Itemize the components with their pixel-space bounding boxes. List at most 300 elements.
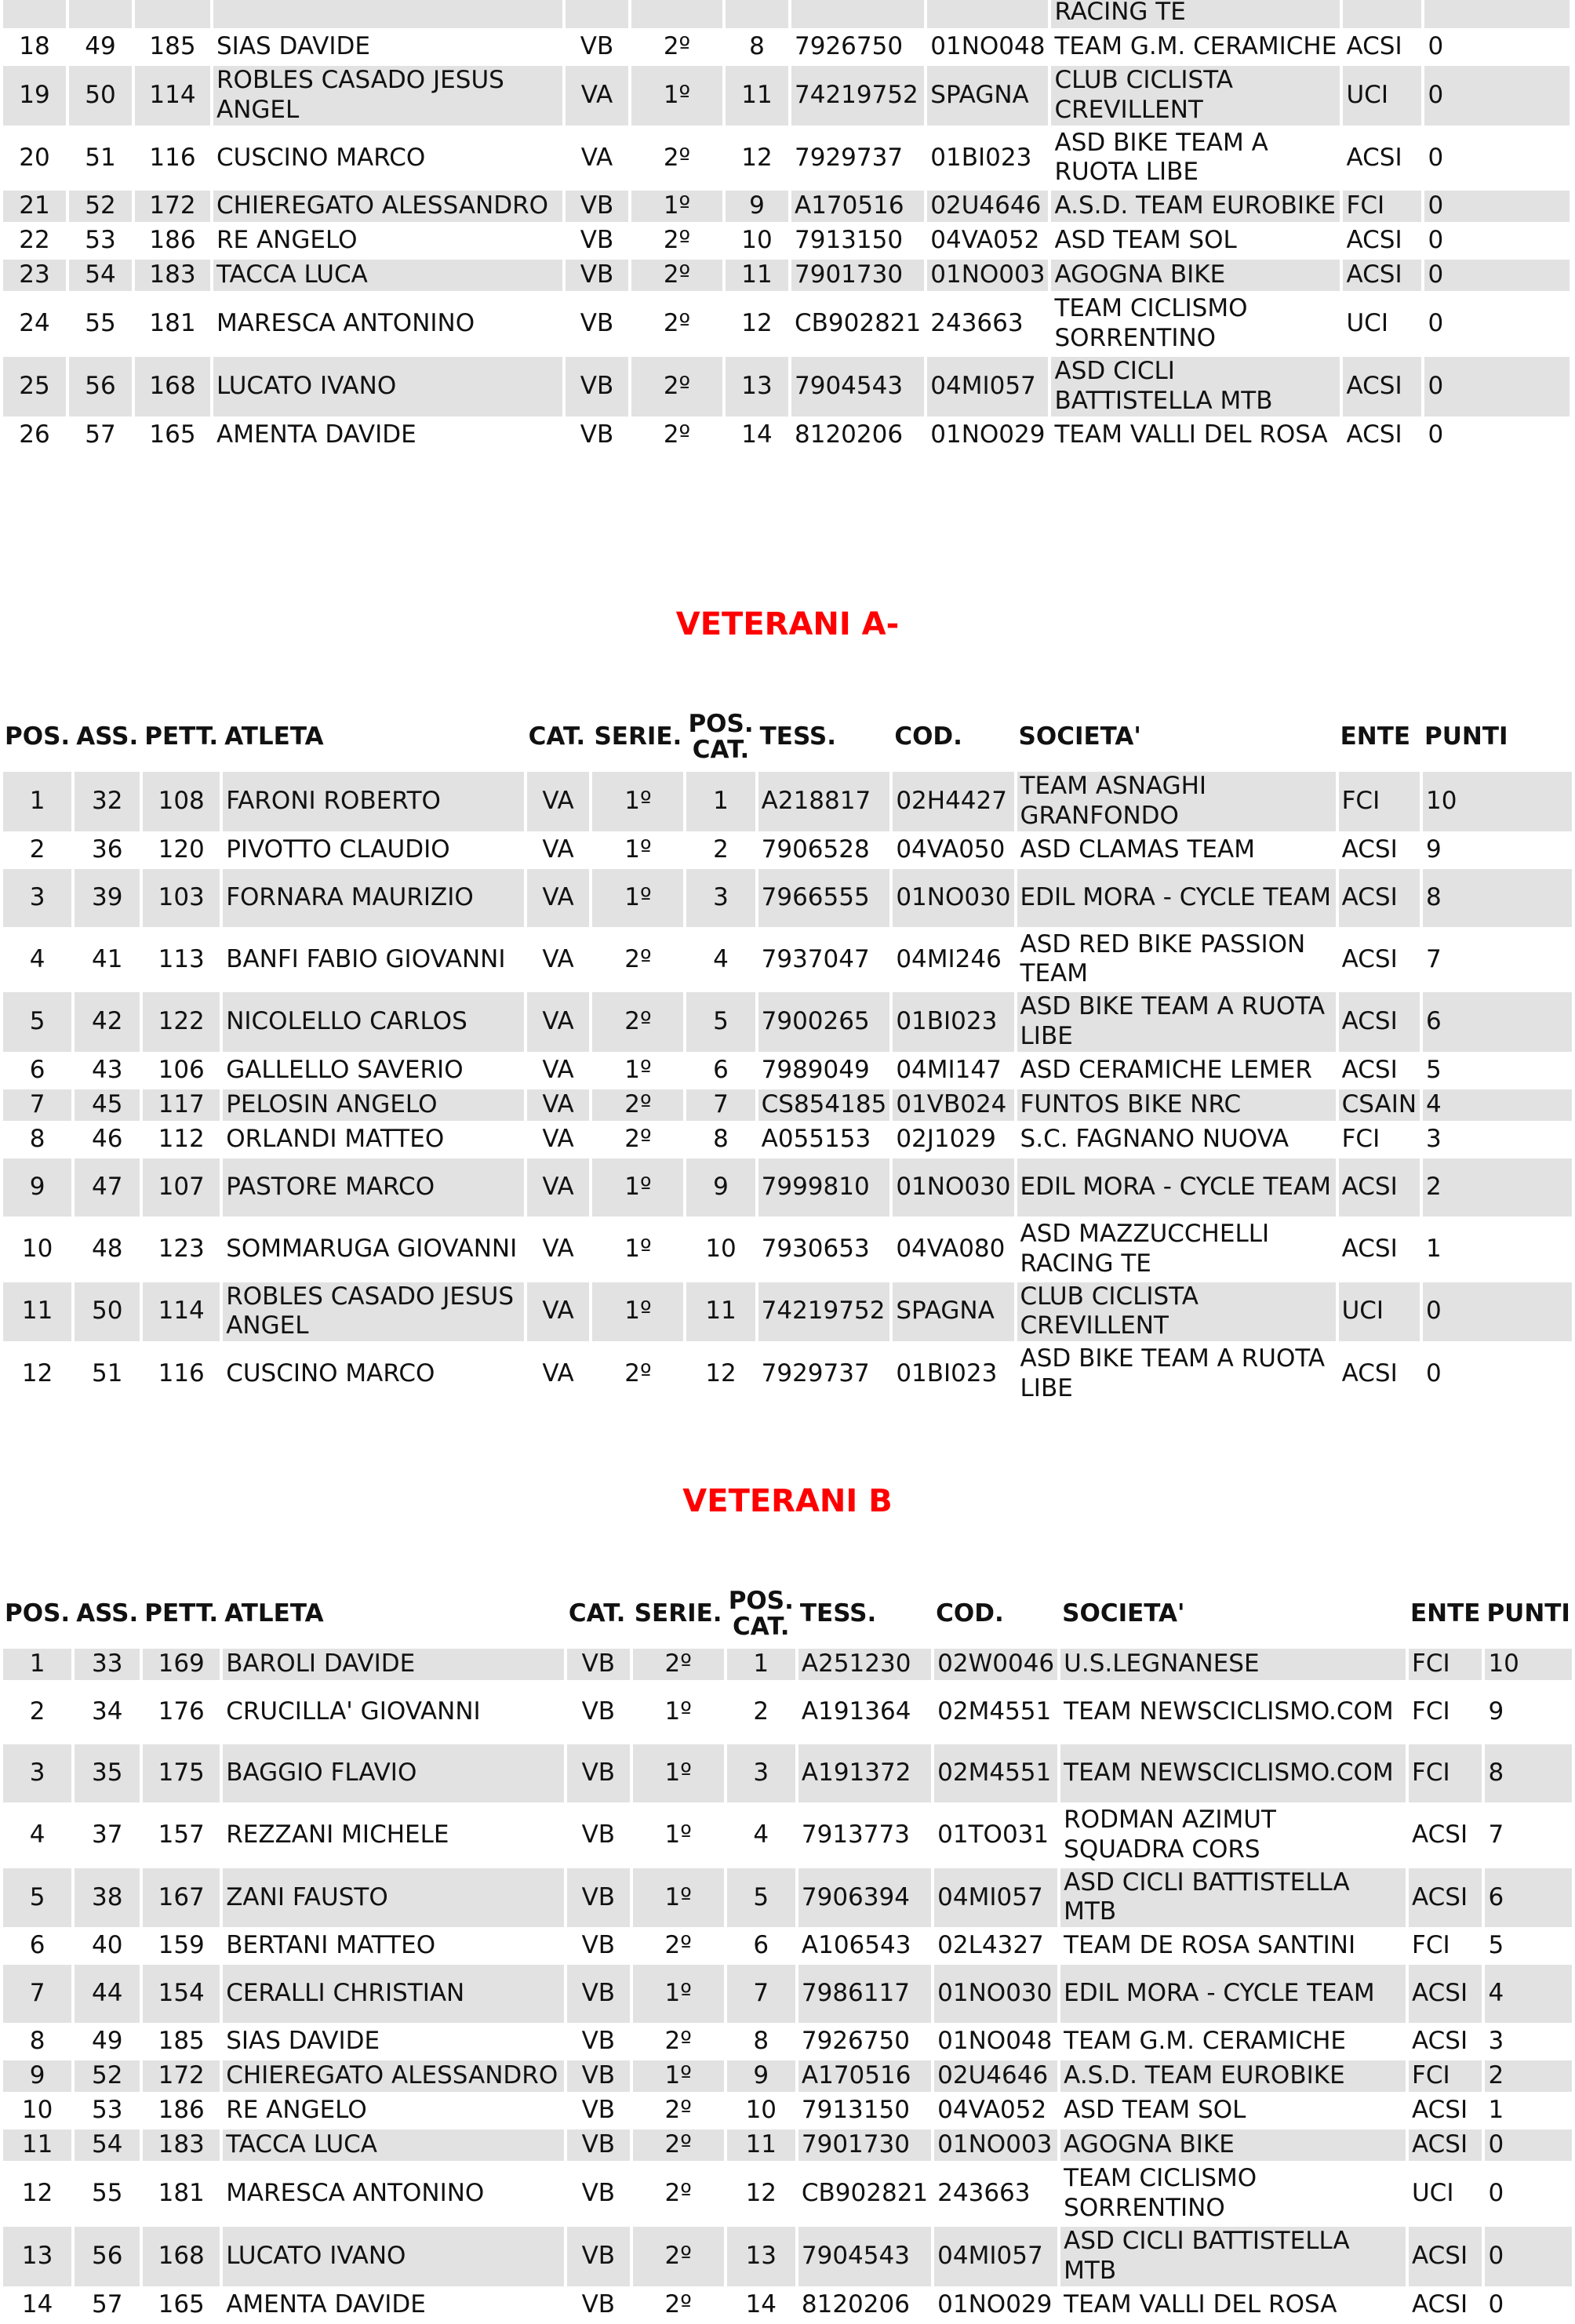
cell-ente: UCI (1343, 66, 1421, 125)
cell-ass: 56 (75, 2227, 140, 2286)
cell-poscat: 7 (686, 1089, 755, 1121)
cell-societa: TEAM G.M. CERAMICHE (1064, 2027, 1346, 2056)
table-row (3, 1806, 1572, 1865)
cell-tess: A106543 (801, 1931, 911, 1960)
cell-cat: VB (567, 1649, 630, 1680)
cell-serie: 2º (664, 2289, 692, 2319)
cell-serie: 2º (663, 32, 691, 61)
cell-cod: 01BI023 (930, 143, 1032, 172)
cell-cod: 02J1029 (896, 1124, 996, 1153)
cell-atleta: AMENTA DAVIDE (216, 420, 416, 449)
cell-pos: 4 (29, 1820, 45, 1849)
cell-cod: 01BI023 (896, 1359, 998, 1388)
cell-ass: 40 (91, 1931, 123, 1960)
cell-poscat: 1 (686, 772, 755, 831)
cell-serie: 2º (663, 420, 691, 449)
cell-poscat: 10 (705, 1234, 737, 1263)
cell-tess: 7926750 (801, 2027, 910, 2056)
table-row (3, 260, 1570, 291)
cell-ente: ACSI (1343, 357, 1421, 416)
cell-societa: ASD BIKE TEAM A RUOTA LIBE (1054, 128, 1268, 187)
cell-pett: 167 (143, 1868, 220, 1928)
cell-punti: 5 (1488, 1931, 1504, 1960)
cell-atleta: ROBLES CASADO JESUS ANGEL (213, 66, 562, 125)
table-header-row (3, 706, 1572, 769)
cell-ass: 49 (85, 32, 116, 61)
cell-tess: A170516 (798, 2060, 931, 2092)
cell-cat: VB (567, 1965, 630, 2023)
header-societa: SOCIETA' (1060, 1583, 1406, 1646)
cell-societa: FUNTOS BIKE NRC (1017, 1089, 1336, 1121)
cell-atleta: ROBLES CASADO JESUS ANGEL (223, 1282, 523, 1342)
cell-ente: ACSI (1409, 1868, 1482, 1928)
cell-tess: 7999810 (758, 1158, 890, 1217)
cell-cod: 01VB024 (893, 1089, 1013, 1121)
cell-atleta: ZANI FAUSTO (223, 1868, 564, 1928)
cell-punti: 0 (1424, 66, 1570, 125)
cell-societa: CLUB CICLISTA CREVILLENT (1051, 66, 1340, 125)
cell-cod: 243663 (930, 309, 1024, 338)
header-serie: SERIE. (633, 1583, 724, 1646)
cell-poscat: 6 (753, 1931, 769, 1960)
cell-atleta: LUCATO IVANO (223, 2227, 564, 2286)
cell-pos: 7 (3, 1965, 71, 2023)
cell-poscat: 11 (686, 1282, 755, 1342)
cell-ass: 54 (69, 260, 132, 291)
cell-ente: ACSI (1339, 992, 1420, 1052)
cell-ass: 52 (75, 2060, 140, 2092)
section-title-veterani-b: VETERANI B (682, 1483, 893, 1519)
cell-poscat: 2 (753, 1697, 769, 1726)
cell-punti: 0 (1428, 420, 1444, 449)
cell-tess: A055153 (761, 1124, 871, 1153)
header-serie: SERIE. (592, 706, 683, 769)
cell-tess: 7929737 (761, 1359, 870, 1388)
cell-cat: VA (580, 143, 613, 172)
cell-cod: 04VA052 (937, 2096, 1047, 2125)
header-atleta: ATLETA (223, 706, 523, 769)
cell-pos: 24 (19, 309, 50, 338)
cell-pett: 186 (149, 226, 196, 255)
cell-ass: 43 (91, 1055, 123, 1084)
cell-cod: 04MI057 (934, 1868, 1057, 1928)
cell-societa: CLUB CICLISTA CREVILLENT (1017, 1282, 1336, 1342)
cell-punti: 7 (1426, 944, 1442, 973)
cell-ass: 44 (75, 1965, 140, 2023)
table-row (3, 1158, 1572, 1217)
cell-tess: 7904543 (791, 357, 924, 416)
cell-ente: ACSI (1409, 2227, 1482, 2286)
cell-cat: VB (566, 191, 628, 222)
cell-serie: 2º (664, 1931, 692, 1960)
cell-cat: VA (542, 1055, 574, 1084)
cell-cat: VB (567, 1868, 630, 1928)
cell-serie: 2º (664, 2179, 692, 2208)
cell-pett: 107 (143, 1158, 220, 1217)
cell-pos: 1 (3, 1649, 71, 1680)
cell-poscat: 9 (726, 191, 788, 222)
cell-pett: 103 (143, 869, 220, 927)
cell-atleta: MARESCA ANTONINO (216, 309, 475, 338)
cell-cat: VB (580, 32, 614, 61)
cell-cat: VA (527, 1282, 590, 1342)
cell-serie: 1º (633, 2060, 724, 2092)
cell-societa: ASD TEAM SOL (1054, 226, 1237, 255)
cell-atleta: NICOLELLO CARLOS (223, 992, 523, 1052)
cell-cat: VB (580, 309, 614, 338)
cell-atleta: PELOSIN ANGELO (223, 1089, 523, 1121)
header-ass: ASS. (75, 1583, 140, 1646)
cell-ente: ACSI (1341, 944, 1398, 973)
cell-punti: 1 (1488, 2096, 1504, 2125)
cell-cod (927, 0, 1048, 28)
cell-serie: 2º (663, 226, 691, 255)
cell-cat: VA (542, 1359, 574, 1388)
cell-punti: 0 (1424, 191, 1570, 222)
cell-pos: 10 (21, 2096, 53, 2125)
cell-cod: 01NO029 (930, 420, 1046, 449)
cell-tess: CB902821 (795, 309, 922, 338)
cell-pett: 175 (143, 1744, 220, 1802)
table-row (3, 1089, 1572, 1121)
cell-ass: 38 (75, 1868, 140, 1928)
table-row (3, 420, 1570, 451)
cell-ass: 36 (91, 835, 123, 864)
cell-atleta: CRUCILLA' GIOVANNI (226, 1697, 481, 1726)
table-row (3, 2164, 1572, 2224)
cell-serie: 2º (663, 143, 691, 172)
cell-poscat: 11 (726, 66, 788, 125)
cell-pos: 13 (3, 2227, 71, 2286)
cell-serie: 1º (592, 1282, 683, 1342)
cell-ente: ACSI (1346, 143, 1402, 172)
cell-pett: 157 (158, 1820, 205, 1849)
cell-pos: 25 (3, 357, 66, 416)
header-societa: SOCIETA' (1017, 706, 1336, 769)
cell-societa: TEAM CICLISMO SORRENTINO (1054, 294, 1248, 353)
header-poscat (686, 706, 755, 769)
table-row (3, 129, 1570, 188)
cell-poscat: 10 (741, 226, 773, 255)
cell-ass: 55 (85, 309, 116, 338)
cell-poscat: 8 (749, 32, 765, 61)
cell-cod: 02W0046 (934, 1649, 1057, 1680)
table-row (3, 2289, 1572, 2321)
cell-atleta: AMENTA DAVIDE (226, 2289, 426, 2319)
cell-ass: 45 (75, 1089, 140, 1121)
cell-pett: 116 (158, 1359, 205, 1388)
cell-ass: 50 (69, 66, 132, 125)
cell-atleta: LUCATO IVANO (213, 357, 562, 416)
table-row (3, 2060, 1572, 2092)
cell-tess: 8120206 (801, 2289, 910, 2319)
cell-pos: 9 (3, 2060, 71, 2092)
cell-pett: 172 (143, 2060, 220, 2092)
cell-atleta: CUSCINO MARCO (226, 1359, 435, 1388)
cell-tess: 7930653 (761, 1234, 870, 1263)
cell-societa: AGOGNA BIKE (1051, 260, 1340, 291)
header-pett: PETT. (143, 706, 220, 769)
cell-atleta: CHIEREGATO ALESSANDRO (223, 2060, 564, 2092)
cell-ass: 34 (91, 1697, 123, 1726)
cell-cat: VB (581, 2027, 616, 2056)
cell-pett: 112 (158, 1124, 205, 1153)
cell-serie: 2º (663, 309, 691, 338)
table-row (3, 1055, 1572, 1086)
cell-societa: EDIL MORA - CYCLE TEAM (1017, 1158, 1336, 1217)
cell-pett: 168 (143, 2227, 220, 2286)
cell-punti: 6 (1485, 1868, 1572, 1928)
cell-pos: 5 (3, 992, 71, 1052)
cell-punti: 8 (1423, 869, 1572, 927)
cell-ass: 57 (85, 420, 116, 449)
cell-pett: 122 (143, 992, 220, 1052)
cell-pett: 169 (143, 1649, 220, 1680)
cell-tess: 7913773 (801, 1820, 910, 1849)
cell-societa: TEAM NEWSCICLISMO.COM (1060, 1744, 1406, 1802)
cell-punti: 4 (1485, 1965, 1572, 2023)
cell-tess: 74219752 (758, 1282, 890, 1342)
cell-punti: 6 (1423, 992, 1572, 1052)
header-punti: PUNTI (1423, 706, 1572, 769)
cell-tess: 7966555 (758, 869, 890, 927)
cell-cod: 01NO030 (934, 1965, 1057, 2023)
cell-atleta (213, 0, 562, 28)
cell-poscat (726, 0, 788, 28)
cell-tess: 7913150 (801, 2096, 910, 2125)
cell-cod: 04MI147 (896, 1055, 1002, 1084)
cell-cat: VB (580, 420, 614, 449)
cell-societa: RODMAN AZIMUT SQUADRA CORS (1064, 1806, 1276, 1864)
cell-serie: 2º (664, 2027, 692, 2056)
cell-cod: 02M4551 (934, 1744, 1057, 1802)
cell-punti: 0 (1423, 1282, 1572, 1342)
cell-serie: 2º (624, 944, 652, 973)
cell-punti: 5 (1426, 1055, 1442, 1084)
cell-pos: 22 (19, 226, 50, 255)
cell-ente: ACSI (1341, 1359, 1398, 1388)
cell-pos: 5 (3, 1868, 71, 1928)
cell-pett: 185 (149, 32, 196, 61)
cell-poscat: 12 (745, 2179, 777, 2208)
table-row (3, 869, 1572, 927)
cell-poscat: 12 (741, 309, 773, 338)
cell-cat: VA (527, 869, 590, 927)
cell-pos: 10 (21, 1234, 53, 1263)
cell-pos: 12 (21, 1359, 53, 1388)
cell-cat: VB (566, 357, 628, 416)
cell-poscat: 14 (741, 420, 773, 449)
cell-atleta: PIVOTTO CLAUDIO (226, 835, 450, 864)
cell-ente: ACSI (1411, 2289, 1468, 2319)
cell-serie: 2º (633, 1649, 724, 1680)
cell-punti: 2 (1423, 1158, 1572, 1217)
cell-tess: CB902821 (801, 2179, 929, 2208)
cell-pett: 181 (158, 2179, 205, 2208)
cell-tess: 7901730 (791, 260, 924, 291)
cell-serie: 1º (664, 1820, 692, 1849)
cell-pos: 23 (3, 260, 66, 291)
cell-societa: ASD BIKE TEAM A RUOTA LIBE (1020, 1344, 1326, 1402)
cell-cod: 04MI057 (927, 357, 1048, 416)
cell-societa: AGOGNA BIKE (1060, 2129, 1406, 2161)
cell-cat: VA (542, 944, 574, 973)
cell-punti: 0 (1428, 309, 1444, 338)
cell-punti: 7 (1488, 1820, 1504, 1849)
cell-punti: 8 (1485, 1744, 1572, 1802)
cell-tess: 74219752 (791, 66, 924, 125)
cell-cod: SPAGNA (893, 1282, 1013, 1342)
cell-pos: 8 (29, 1124, 45, 1153)
cell-ass: 48 (91, 1234, 123, 1263)
header-tess: TESS. (758, 706, 890, 769)
cell-ente: UCI (1411, 2179, 1454, 2208)
table-row (3, 1930, 1572, 1962)
cell-atleta: REZZANI MICHELE (226, 1820, 449, 1849)
cell-ass: 52 (69, 191, 132, 222)
cell-cat: VA (542, 1234, 574, 1263)
cell-cod: 01NO003 (934, 2129, 1057, 2161)
cell-ass: 56 (69, 357, 132, 416)
cell-pos: 2 (29, 1697, 45, 1726)
cell-ass (69, 0, 132, 28)
header-punti: PUNTI (1485, 1583, 1572, 1646)
cell-atleta: BANFI FABIO GIOVANNI (226, 944, 506, 973)
cell-societa: TEAM NEWSCICLISMO.COM (1064, 1697, 1394, 1726)
cell-pos: 14 (21, 2289, 53, 2319)
cell-poscat: 9 (686, 1158, 755, 1217)
cell-atleta: CUSCINO MARCO (216, 143, 426, 172)
cell-tess: A251230 (798, 1649, 931, 1680)
cell-pett: 114 (143, 1282, 220, 1342)
cell-pett: 183 (135, 260, 210, 291)
cell-atleta: FARONI ROBERTO (223, 772, 523, 831)
cell-serie: 1º (631, 66, 722, 125)
cell-ente: ACSI (1411, 2027, 1468, 2056)
cell-pett: 181 (149, 309, 196, 338)
cell-societa: EDIL MORA - CYCLE TEAM (1060, 1965, 1406, 2023)
cell-ente: ACSI (1346, 420, 1402, 449)
cell-societa: TEAM VALLI DEL ROSA (1064, 2289, 1337, 2319)
cell-ass: 50 (75, 1282, 140, 1342)
cell-ass: 32 (75, 772, 140, 831)
cell-pos: 6 (29, 1931, 45, 1960)
cell-pos: 20 (19, 143, 50, 172)
cell-atleta: BAROLI DAVIDE (223, 1649, 564, 1680)
cell-societa: ASD CLAMAS TEAM (1020, 835, 1255, 864)
table-row (3, 992, 1572, 1052)
cell-ass: 53 (91, 2096, 123, 2125)
cell-cod: 04VA080 (896, 1234, 1006, 1263)
cell-pos: 18 (19, 32, 50, 61)
cell-societa: U.S.LEGNANESE (1060, 1649, 1406, 1680)
cell-serie: 1º (633, 1744, 724, 1802)
cell-pos: 8 (29, 2027, 45, 2056)
cell-ente: CSAIN (1339, 1089, 1420, 1121)
cell-ass: 55 (91, 2179, 123, 2208)
cell-ente: ACSI (1341, 1055, 1398, 1084)
cell-punti: 9 (1426, 835, 1442, 864)
table-header-row (3, 1583, 1572, 1646)
cell-punti: 3 (1426, 1124, 1442, 1153)
cell-poscat: 5 (727, 1868, 795, 1928)
cell-pos: 9 (3, 1158, 71, 1217)
cell-poscat: 13 (727, 2227, 795, 2286)
header-poscat-line2: CAT. (692, 736, 750, 764)
cell-punti: 0 (1424, 357, 1570, 416)
cell-cat: VA (542, 835, 574, 864)
cell-pos: 21 (3, 191, 66, 222)
cell-tess: 7986117 (798, 1965, 931, 2023)
cell-tess: 7906394 (798, 1868, 931, 1928)
table-row (3, 66, 1570, 125)
table-row (3, 31, 1570, 63)
cell-ente: FCI (1409, 2060, 1482, 2092)
cell-societa: TEAM DE ROSA SANTINI (1064, 1931, 1356, 1960)
cell-poscat: 6 (713, 1055, 729, 1084)
cell-poscat: 9 (727, 2060, 795, 2092)
cell-poscat: 5 (686, 992, 755, 1052)
cell-serie: 2º (631, 357, 722, 416)
table-row (3, 835, 1572, 866)
cell-serie: 2º (633, 2129, 724, 2161)
cell-ente: FCI (1339, 772, 1420, 831)
cell-atleta: RE ANGELO (216, 226, 358, 255)
cell-ass: 46 (91, 1124, 123, 1153)
table-row (3, 294, 1570, 354)
cell-cod: 04VA050 (896, 835, 1006, 864)
cell-tess (791, 0, 924, 28)
cell-poscat: 4 (713, 944, 729, 973)
cell-punti (1424, 0, 1570, 28)
cell-cat: VA (527, 1089, 590, 1121)
results-table-continued (0, 0, 1573, 454)
cell-punti: 9 (1488, 1697, 1504, 1726)
cell-ente: ACSI (1339, 869, 1420, 927)
table-row (3, 772, 1572, 831)
cell-ente: FCI (1409, 1649, 1482, 1680)
cell-ente: UCI (1346, 309, 1388, 338)
header-poscat (727, 1583, 795, 1646)
cell-pett: 114 (135, 66, 210, 125)
header-cat: CAT. (567, 1583, 630, 1646)
cell-ente: FCI (1411, 1931, 1450, 1960)
cell-pos: 11 (3, 2129, 71, 2161)
table-row (3, 2026, 1572, 2057)
cell-poscat: 11 (726, 260, 788, 291)
cell-punti: 0 (1428, 32, 1444, 61)
header-pett: PETT. (143, 1583, 220, 1646)
cell-tess: CS854185 (758, 1089, 890, 1121)
cell-ente: ACSI (1341, 1234, 1398, 1263)
cell-atleta: CHIEREGATO ALESSANDRO (213, 191, 562, 222)
cell-atleta: TACCA LUCA (213, 260, 562, 291)
cell-serie: 2º (624, 1124, 652, 1153)
cell-societa: RACING TE (1051, 0, 1340, 28)
cell-tess: A170516 (791, 191, 924, 222)
cell-pos: 1 (3, 772, 71, 831)
cell-ente: ACSI (1346, 226, 1402, 255)
cell-serie: 1º (592, 1158, 683, 1217)
cell-pett: 108 (143, 772, 220, 831)
cell-ass: 51 (91, 1359, 123, 1388)
cell-pett: 168 (135, 357, 210, 416)
cell-pett: 123 (158, 1234, 205, 1263)
cell-punti: 0 (1428, 226, 1444, 255)
cell-ente: ACSI (1346, 32, 1402, 61)
cell-pett (135, 0, 210, 28)
cell-atleta: MARESCA ANTONINO (226, 2179, 485, 2208)
